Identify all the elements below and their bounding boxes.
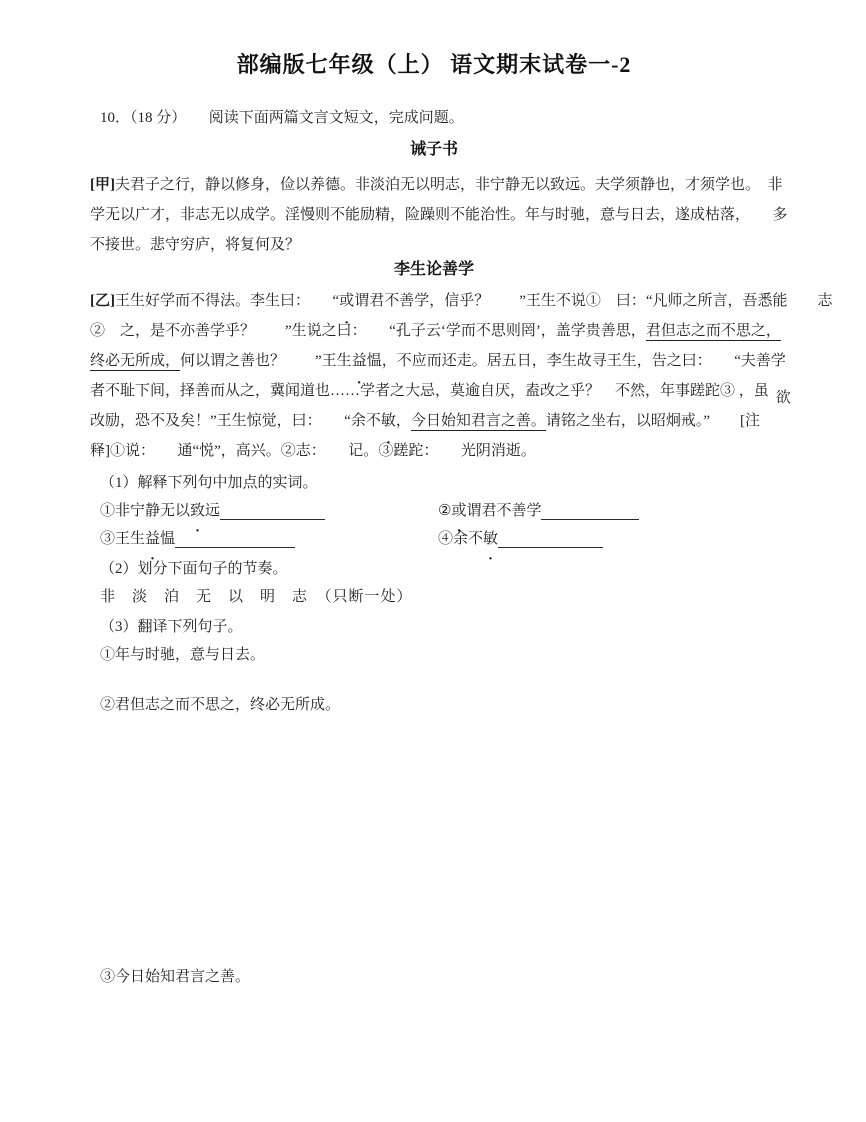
text-run: 夫君子之行，静以修身，俭以养德。非淡泊无以明志，非宁静无以致远。夫学须静也，才须学也。 非 — [115, 177, 783, 193]
underlined-text: 终必无所成， — [90, 353, 181, 369]
question-1-row-2 — [100, 526, 778, 552]
text-run: 释]①说： 通“悦”，高兴。②志： 记。③蹉跎： 光阴消逝。 — [90, 443, 536, 459]
dotted-char: 致 — [190, 503, 206, 519]
text-line — [90, 406, 778, 436]
passage-label: [甲] — [90, 177, 115, 193]
text-line — [90, 376, 791, 406]
text-run: 者不耻下间，择善而从之，冀闻道也……学者之大忌，莫逾自厌，盍改之乎？ 不然，年事蹉跎③ ，虽 — [90, 383, 769, 399]
passage-yi-heading: 李生论善学 — [393, 261, 474, 278]
question-2-sentence: 非 淡 泊 无 以 明 志 （只断一处） — [100, 589, 413, 605]
text-line — [90, 436, 778, 466]
text-run: ③王生 — [100, 531, 146, 547]
question-1-item-1 — [100, 498, 438, 524]
text-run: 改励，恐不及矣！”王生惊觉，曰： “余不 — [90, 413, 381, 429]
text-line — [90, 316, 781, 346]
text-line — [90, 286, 833, 316]
dropped-char: 欲 — [775, 390, 791, 406]
question-3-label: （3）翻译下列句子。 — [100, 619, 243, 635]
answer-blank — [498, 531, 603, 548]
dotted-char: 敏 — [483, 531, 499, 547]
passage-jia-heading: 诫子书 — [409, 141, 458, 158]
text-line — [90, 230, 778, 260]
question-1-row-1 — [100, 498, 778, 524]
question-1-item-2 — [438, 498, 776, 524]
question-1-label: （1）解释下列句中加点的实词。 — [100, 475, 318, 491]
dotted-char: 益 — [145, 531, 161, 547]
question-3-item-1: ①年与时驰，意与日去。 — [100, 647, 266, 663]
text-run: 愠，不应而还走。居五日，李生故寻王生，告之曰： “夫善学 — [366, 353, 786, 369]
text-run: 谓君不善学，信乎？ ”王生不说① 曰：“凡师之所言，吾悉能 志 — [354, 293, 833, 309]
passage-yi-text — [90, 286, 833, 466]
text-run: 请铭之坐右，以昭炯戒。” [注 — [545, 413, 761, 429]
answer-blank — [220, 503, 325, 520]
dotted-char: 敏 — [380, 413, 396, 429]
text-run: 谓君不善学 — [466, 503, 542, 519]
question-2-label: （2）划分下面句子的节奏。 — [100, 561, 288, 577]
dotted-char: 或 — [339, 293, 355, 309]
text-run: ， — [395, 413, 411, 429]
question-1-item-4 — [438, 526, 776, 552]
question-10-intro: 10．（18 分） 阅读下面两篇文言文短文，完成问题。 — [100, 110, 464, 126]
text-run: 何以谓之善也？ ”王生 — [180, 353, 352, 369]
page-title: 部编版七年级（上） 语文期末试卷一-2 — [236, 52, 632, 77]
text-run: 学无以广才，非志无以成学。淫慢则不能励精，险躁则不能治性。年与时驰，意与日去，遂成枯落， 多 — [90, 207, 788, 223]
text-run: ①非宁静无以 — [100, 503, 191, 519]
text-run: ④余不 — [438, 531, 484, 547]
text-run: 王生好学而不得法。李生曰： “ — [115, 293, 340, 309]
answer-blank — [175, 531, 295, 548]
text-line — [90, 200, 788, 230]
text-run: 远 — [205, 503, 221, 519]
dotted-char: 益 — [351, 353, 367, 369]
underlined-text: 君但志之而不思之， — [645, 323, 781, 339]
question-3-item-2: ②君但志之而不思之，终必无所成。 — [100, 697, 341, 713]
text-line — [90, 346, 786, 376]
text-run: 不接世。悲守穷庐，将复何及？ — [90, 237, 301, 253]
text-run: 愠 — [160, 531, 176, 547]
underlined-text: 今日始知君言之善。 — [410, 413, 546, 429]
question-3-item-3: ③今日始知君言之善。 — [100, 969, 251, 985]
text-run: ② 之，是不亦善学乎？ ”生说之曰： “孔子云‘学而不思则罔’，盖学贵善思， — [90, 323, 646, 339]
passage-label: [乙] — [90, 293, 115, 309]
passage-jia-text — [90, 170, 788, 260]
text-line — [90, 170, 783, 200]
dotted-char: 或 — [451, 503, 467, 519]
text-run: ② — [438, 503, 452, 519]
answer-blank — [541, 503, 639, 520]
question-1-item-3 — [100, 526, 438, 552]
